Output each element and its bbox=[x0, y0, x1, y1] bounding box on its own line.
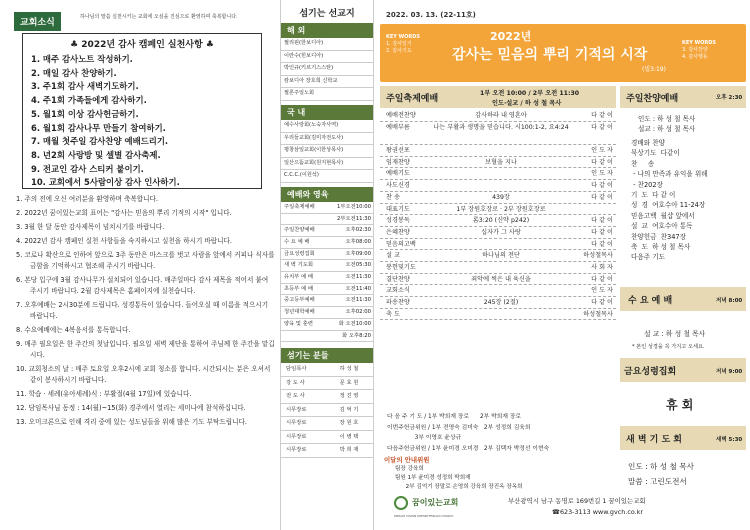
mission-item: 이란수(힌보디아) bbox=[281, 51, 373, 64]
order-name: 파송찬양 bbox=[386, 299, 410, 307]
banner-reference: (빌3:19) bbox=[642, 66, 666, 73]
prayer-row: 다음주헌금위원 / 1부 윤미경 오미경 2부 김택자 박정선 이현숙 bbox=[387, 445, 550, 452]
usher-item: 2부 김억기 장말로 손영희 강육희 장진옥 장옥희 bbox=[395, 484, 523, 490]
order-name: 왕권선포 bbox=[386, 147, 410, 155]
banner-year: 2022년 bbox=[490, 30, 532, 43]
notice-item: 11. 학습 · 세례(유아세례)식 : 부활절(4월 17일)에 있습니다. bbox=[16, 390, 192, 398]
order-name: 예배부름 bbox=[386, 123, 410, 131]
praise-order-row: - 나의 만족과 유익을 위해 bbox=[631, 170, 708, 179]
church-address: 부산광역시 남구 동명로 169번길 1 꿈이있는교회 bbox=[508, 497, 646, 505]
mission-item: 평창삼일교회(이한상목사) bbox=[281, 145, 373, 158]
schedule-row bbox=[281, 284, 373, 296]
servants-list bbox=[281, 363, 373, 458]
order-name: 찬 송 bbox=[386, 193, 400, 201]
schedule-name: 금요성령집회 bbox=[284, 250, 315, 257]
notice-item: 6. 본당 입구에 3월 감사나무가 설치되어 있습니다. 매주일마다 감사 제목을 적어서 붙여 주시기 바랍니다. 2월 감사제목은 홈페이지에 실천습니다. bbox=[16, 276, 269, 295]
campaign-title: ♣ 2022년 감사 캠페인 실천사항 ♣ bbox=[70, 40, 214, 50]
praise-worship-time: 오후 2:30 bbox=[716, 95, 743, 101]
order-by: 다 같 이 bbox=[591, 228, 613, 236]
schedule-row bbox=[281, 295, 373, 307]
worship-order-row bbox=[380, 262, 616, 274]
order-by: 하성철목사 bbox=[583, 310, 613, 318]
notice-item: 13. 오미크론으로 인해 격리 중에 있는 성도님들을 위해 많은 기도 부탁드립니다. bbox=[16, 418, 247, 426]
order-name: 교회소식 bbox=[386, 287, 410, 295]
worship-order-row bbox=[380, 122, 616, 145]
notice-item: 2. 2022년 꿈이있는교회 표어는 "감사는 믿음의 뿌리 기적의 시작" 입니다. bbox=[16, 209, 232, 217]
worship-order-row bbox=[380, 110, 616, 122]
order-content bbox=[430, 309, 572, 320]
servant-row bbox=[281, 377, 373, 391]
servant-name: 박 희 재 bbox=[339, 447, 359, 454]
friday-header: 금요성령집회 저녁 9:00 bbox=[620, 358, 746, 382]
schedule-time: 2부오전11:30 bbox=[337, 215, 371, 222]
worship-order-row bbox=[380, 168, 616, 180]
order-content: 나는 부활과 생명을 믿습니다. 시100:1-2, 요4:24 bbox=[433, 123, 569, 131]
servant-row bbox=[281, 444, 373, 458]
praise-order-row: - 찬202장 bbox=[631, 180, 663, 189]
church-news-column bbox=[0, 0, 280, 530]
usher-item: 팀원 1부 윤미경 성정희 박희재 bbox=[395, 475, 471, 481]
order-by bbox=[572, 204, 616, 215]
mission-item: 박인규(키르기스스탄) bbox=[281, 63, 373, 76]
schedule-row bbox=[281, 225, 373, 237]
order-name: 믿음의고백 bbox=[386, 240, 416, 248]
mission-item: 필론주일노회 bbox=[281, 88, 373, 101]
servant-row bbox=[281, 404, 373, 418]
order-by: 사 회 자 bbox=[591, 263, 613, 271]
schedule-name: 청년대학예배 bbox=[284, 309, 315, 316]
servant-role: 담임목사 bbox=[286, 366, 307, 373]
order-by: 다 같 이 bbox=[591, 158, 613, 166]
main-worship-leader: 인도·설교 / 하 성 철 목사 bbox=[492, 100, 562, 107]
issue-date: 2022. 03. 13. (22-11호) bbox=[386, 11, 476, 19]
servant-name: 정 진 영 bbox=[339, 393, 359, 400]
domestic-list bbox=[281, 120, 373, 183]
mission-item: 예수사랑회(노숙자사역) bbox=[281, 120, 373, 133]
church-logo: 꿈이있는교회 DREAM VISION PRESBYTERIAN CHURCH bbox=[394, 498, 459, 518]
campaign-item: 3. 주1회 감사 새벽기도하기. bbox=[31, 81, 139, 92]
dawn-prayer-header: 새 벽 기 도 회 새벽 5:30 bbox=[620, 426, 746, 450]
mission-item: 우리들교회(김미자전도사) bbox=[281, 133, 373, 146]
worship-order-row bbox=[380, 192, 616, 204]
campaign-item: 10. 교회에서 5사람이상 감사 인사하기. bbox=[31, 177, 180, 188]
worship-order-row bbox=[380, 250, 616, 262]
order-name: 성경봉독 bbox=[386, 217, 410, 225]
order-content bbox=[430, 239, 572, 250]
logo-mark-icon bbox=[394, 496, 408, 510]
praise-order-row: 묵상기도 다같이 bbox=[631, 149, 680, 158]
schedule-time: 오후02:00 bbox=[345, 309, 371, 316]
schedule-time: 오후09:00 bbox=[345, 250, 371, 257]
schedule-time: 오후08:00 bbox=[345, 239, 371, 245]
schedule-row bbox=[281, 214, 373, 226]
schedule-row bbox=[281, 307, 373, 319]
campaign-item: 4. 주1회 가족들에게 감사하기. bbox=[31, 95, 147, 106]
order-by: 하성철목사 bbox=[583, 252, 613, 260]
schedule-time: 오전05:30 bbox=[345, 262, 371, 269]
schedule-name: 유치부 예 배 bbox=[284, 274, 313, 281]
schedule-row bbox=[281, 260, 373, 272]
mission-column bbox=[280, 0, 374, 530]
banner-slogan: 감사는 믿음의 뿌리 기적의 시작 bbox=[452, 47, 648, 63]
mission-item: 필리핀(한보디아) bbox=[281, 38, 373, 51]
notice-item: 5. 코로나 확산으로 인하여 앞으로 3주 동안은 마스크를 벗고 사람을 앞에서 커피나 식사를 금함을 기억하시고 협조해 주시기 바랍니다. bbox=[16, 251, 275, 270]
order-content: 439장 bbox=[492, 193, 510, 201]
campaign-list bbox=[23, 53, 261, 190]
order-by: 다 같 이 bbox=[591, 182, 613, 190]
order-by: 다 같 이 bbox=[591, 240, 613, 248]
order-content: 245장 (2절) bbox=[483, 299, 519, 307]
notice-list bbox=[12, 194, 276, 431]
mission-title: 섬기는 선교지 bbox=[299, 9, 355, 19]
order-content bbox=[430, 180, 572, 191]
servant-row bbox=[281, 390, 373, 404]
praise-order-row: 믿음고백 월샵 앞에서 bbox=[631, 211, 695, 220]
praise-leaders: 인도 : 하 성 철 목사 설교 : 하 성 철 목사 bbox=[638, 115, 696, 133]
notice-item: 9. 매주 필요일은 한 주간의 첫날입니다. 필요일 새벽 제단을 통하여 주님께 한 주간을 맡깁시다. bbox=[16, 340, 275, 359]
servant-row bbox=[281, 417, 373, 431]
club-icon: ♣ bbox=[70, 40, 82, 50]
wednesday-preacher: 설 교 : 하 성 철 목사 bbox=[644, 330, 706, 338]
usher-list bbox=[390, 465, 616, 492]
domestic-header: 국 내 bbox=[281, 105, 373, 120]
schedule-row bbox=[281, 319, 373, 331]
overseas-list bbox=[281, 38, 373, 101]
schedule-name: 중고등부예배 bbox=[284, 297, 315, 304]
usher-title: 이달의 안내위원 bbox=[384, 456, 430, 464]
notice-item: 12. 담임목사님 동정 : 14(월)~15(화) 경주에서 열리는 세미나에 참석하십니다. bbox=[16, 404, 246, 412]
campaign-item: 8. 년2회 사랑방 및 셀별 감사축제. bbox=[31, 149, 161, 160]
order-content: 하나님의 전단 bbox=[482, 252, 520, 260]
order-by: 다 같 이 bbox=[591, 123, 613, 131]
campaign-box bbox=[22, 33, 262, 189]
schedule-name: 수 요 예 배 bbox=[284, 239, 310, 245]
worship-order-row bbox=[380, 215, 616, 227]
schedule-name bbox=[281, 331, 327, 342]
schedule-time: 화 오전10:00 bbox=[338, 320, 371, 327]
church-news-header bbox=[14, 10, 61, 31]
prayer-row: 이번주헌금위원 / 1부 전명숙 김미숙 2부 성정희 김육희 bbox=[387, 424, 531, 431]
schedule-row bbox=[281, 249, 373, 261]
schedule-time: 오후02:30 bbox=[345, 227, 371, 234]
wednesday-header: 수 요 예 배 저녁 8:00 bbox=[620, 287, 746, 311]
keywords-right: KEY WORDS 3. 감사찬양 4. 감사행동 bbox=[682, 40, 717, 60]
worship-order-row bbox=[380, 239, 616, 251]
schedule-name: 주일찬양예배 bbox=[284, 227, 315, 234]
prayer-row: 다 음 주 기 도 / 1부 박희재 장로 2부 박희재 장로 bbox=[387, 414, 522, 420]
schedule-time: 오전11:30 bbox=[345, 297, 371, 304]
schedule-row bbox=[281, 272, 373, 284]
praise-order-row: 경배와 찬양 bbox=[631, 139, 665, 147]
order-name: 임재찬양 bbox=[386, 158, 410, 166]
welcome-note: 하나님의 말씀 실천시키는 교회에 오심을 진심으로 환영하며 축복합니다. bbox=[80, 14, 238, 20]
praise-order-row: 성 경 여호수아 11-24장 bbox=[631, 201, 706, 210]
campaign-item: 1. 매주 감사노트 작성하기. bbox=[31, 54, 133, 64]
worship-order-row bbox=[380, 145, 616, 157]
keywords-left: KEY WORDS 1. 감사일기 2. 감사기도 bbox=[386, 34, 421, 54]
servant-name: 장 원 호 bbox=[339, 420, 359, 427]
order-name: 예배전찬양 bbox=[386, 112, 416, 119]
servants-header: 섬기는 분들 bbox=[281, 348, 373, 363]
schedule-time: 오전11:30 bbox=[345, 274, 371, 281]
order-content: 1부 장원호장로 · 2부 장원호장로 bbox=[456, 205, 546, 213]
mission-item: C.C.C.(이원석) bbox=[281, 170, 373, 183]
order-by: 다 같 이 bbox=[591, 193, 613, 201]
schedule-row bbox=[281, 331, 373, 343]
campaign-item: 9. 전교인 감사 스티커 붙이기. bbox=[31, 163, 144, 174]
schedule-name: 새 벽 기도회 bbox=[284, 262, 313, 269]
servant-name: 이 병 택 bbox=[339, 433, 359, 440]
servant-name: 하 성 철 bbox=[339, 366, 359, 373]
praise-order-row: 축 도 하 성 철 목사 bbox=[631, 243, 691, 252]
servant-role: 시무장로 bbox=[286, 433, 307, 440]
bulletin-column bbox=[376, 0, 750, 530]
church-contact: ☎623-3113 www.gvch.co.kr bbox=[552, 508, 643, 516]
order-content: 감사하라 내 영혼아 bbox=[475, 112, 527, 119]
order-by: 다 같 이 bbox=[591, 217, 613, 225]
worship-schedule-list bbox=[281, 202, 373, 342]
praise-worship-order bbox=[626, 138, 746, 263]
order-content bbox=[430, 145, 572, 156]
schedule-name: 초등부 예 배 bbox=[284, 285, 313, 292]
praise-order-row: 찬 송 bbox=[631, 159, 655, 168]
notice-item: 3. 3월 한 달 동안 감사제목이 넘치시기를 바랍니다. bbox=[16, 223, 165, 231]
notice-item: 7. 오후예배는 2시30분에 드립니다. 성경통독이 있습니다. 들어오실 때 이름을 적으시기 바랍니다. bbox=[16, 301, 269, 320]
schedule-name: 양육 및 훈련 bbox=[284, 320, 313, 327]
mission-item: 캄보디아 장호희 신학교 bbox=[281, 76, 373, 89]
order-by: 인 도 자 bbox=[591, 287, 613, 295]
main-worship-header bbox=[380, 86, 616, 108]
worship-order-row bbox=[380, 297, 616, 309]
schedule-name bbox=[281, 214, 327, 225]
campaign-item: 5. 월1회 이상 감사헌금하기. bbox=[31, 108, 139, 119]
worship-order-row bbox=[380, 285, 616, 297]
worship-schedule-header: 예배와 영육 bbox=[281, 187, 373, 202]
order-content: 롬3:20 (신약 p242) bbox=[472, 217, 530, 225]
servant-role: 시무장로 bbox=[286, 420, 307, 427]
mission-item: 일산으뜸교회(원지현목사) bbox=[281, 158, 373, 171]
campaign-item: 6. 월1회 감사나무 만들기 참여하기. bbox=[31, 122, 166, 133]
servant-role: 시무장로 bbox=[286, 406, 307, 413]
servant-role: 시무장로 bbox=[286, 447, 307, 454]
notice-item: 8. 수요예배에는 4복음서를 통독합니다. bbox=[16, 326, 131, 334]
order-name: 대표기도 bbox=[386, 205, 410, 213]
worship-order-row bbox=[380, 157, 616, 169]
order-content: 죄악에 썩은 내 육신을 bbox=[471, 275, 531, 283]
main-worship-times: 1부 오전 10:00 / 2부 오전 11:30 bbox=[480, 90, 580, 97]
usher-item: 팀장 강육희 bbox=[395, 466, 424, 472]
main-worship-title: 주일축제예배 bbox=[386, 94, 439, 104]
schedule-time: 1부오전10:00 bbox=[337, 203, 371, 210]
praise-order-row: 찬양헌금 찬347장 bbox=[631, 232, 686, 241]
prayer-and-offering-list bbox=[382, 412, 616, 454]
theme-banner bbox=[380, 24, 746, 82]
notice-item: 1. 주의 전에 오신 여러분을 환영하며 축복합니다. bbox=[16, 195, 158, 203]
main-worship-order bbox=[380, 110, 616, 320]
servant-name: 김 억 기 bbox=[339, 406, 359, 413]
schedule-time: 오전11:40 bbox=[345, 285, 371, 292]
praise-worship-header bbox=[620, 86, 746, 108]
overseas-header: 해 외 bbox=[281, 23, 373, 38]
schedule-name: 주일축제예배 bbox=[284, 203, 315, 210]
dawn-prayer-info: 인도 : 하 성 철 목사 말씀 : 고린도전서 bbox=[628, 462, 694, 486]
praise-order-row: 기 도 다 같 이 bbox=[631, 191, 676, 200]
friday-rest: 휴 회 bbox=[666, 398, 694, 412]
section-title: 교회소식 bbox=[14, 12, 61, 31]
servant-row bbox=[281, 431, 373, 445]
praise-worship-title: 주일찬양예배 bbox=[626, 94, 679, 104]
order-by: 다 같 이 bbox=[591, 299, 613, 307]
club-icon: ♣ bbox=[202, 40, 214, 50]
servant-row bbox=[281, 363, 373, 377]
order-name: 결단찬양 bbox=[386, 275, 410, 283]
order-by: 다 같 이 bbox=[591, 275, 613, 283]
order-content bbox=[430, 285, 572, 296]
order-by: 인 도 자 bbox=[591, 170, 613, 178]
order-name: 축 도 bbox=[386, 310, 400, 318]
order-by: 다 같 이 bbox=[591, 112, 613, 119]
servant-role: 강 도 사 bbox=[286, 379, 305, 386]
order-name: 봉헌및기도 bbox=[386, 263, 416, 271]
worship-order-row bbox=[380, 227, 616, 239]
notice-item: 10. 교회청소의 날 : 매주 토요일 오후2시에 교회 청소를 합니다. 시간되시는 분은 오셔서 같이 봉사하시기 바랍니다. bbox=[16, 365, 271, 384]
servant-role: 전 도 사 bbox=[286, 393, 305, 400]
order-content: 보혈을 지나 bbox=[485, 158, 517, 166]
schedule-row bbox=[281, 237, 373, 249]
worship-order-row bbox=[380, 180, 616, 192]
order-name: 설 교 bbox=[386, 252, 400, 260]
notice-item: 4. 2022년 감사 캠페인 실천 사항들을 숙지하시고 실천을 하시기 바랍니다. bbox=[16, 237, 233, 245]
campaign-item: 7. 매월 첫주일 감사찬양 예배드리기. bbox=[31, 136, 169, 147]
praise-order-row: 설 교 여호수아 통독 bbox=[631, 222, 693, 231]
schedule-row bbox=[281, 202, 373, 214]
worship-order-row bbox=[380, 309, 616, 321]
campaign-item: 2. 매일 감사 찬양하기. bbox=[31, 67, 117, 78]
worship-order-row bbox=[380, 204, 616, 216]
order-by: 인 도 자 bbox=[591, 147, 613, 155]
order-content bbox=[430, 168, 572, 179]
schedule-time: 화 오후8:20 bbox=[342, 332, 371, 339]
servant-name: 문 효 원 bbox=[339, 379, 359, 386]
order-name: 은혜찬양 bbox=[386, 228, 410, 236]
order-name: 예배기도 bbox=[386, 170, 410, 178]
praise-order-row: 다음주 기도 bbox=[631, 253, 665, 262]
wednesday-note: * 본인 성경을 꼭 가지고 오세요. bbox=[632, 344, 705, 350]
order-name: 사도신경 bbox=[386, 182, 410, 190]
order-content bbox=[430, 262, 572, 273]
worship-order-row bbox=[380, 274, 616, 286]
prayer-row: 3부 이영호 윤상규 bbox=[387, 435, 462, 441]
order-content: 십자가 그 사랑 bbox=[481, 228, 521, 236]
